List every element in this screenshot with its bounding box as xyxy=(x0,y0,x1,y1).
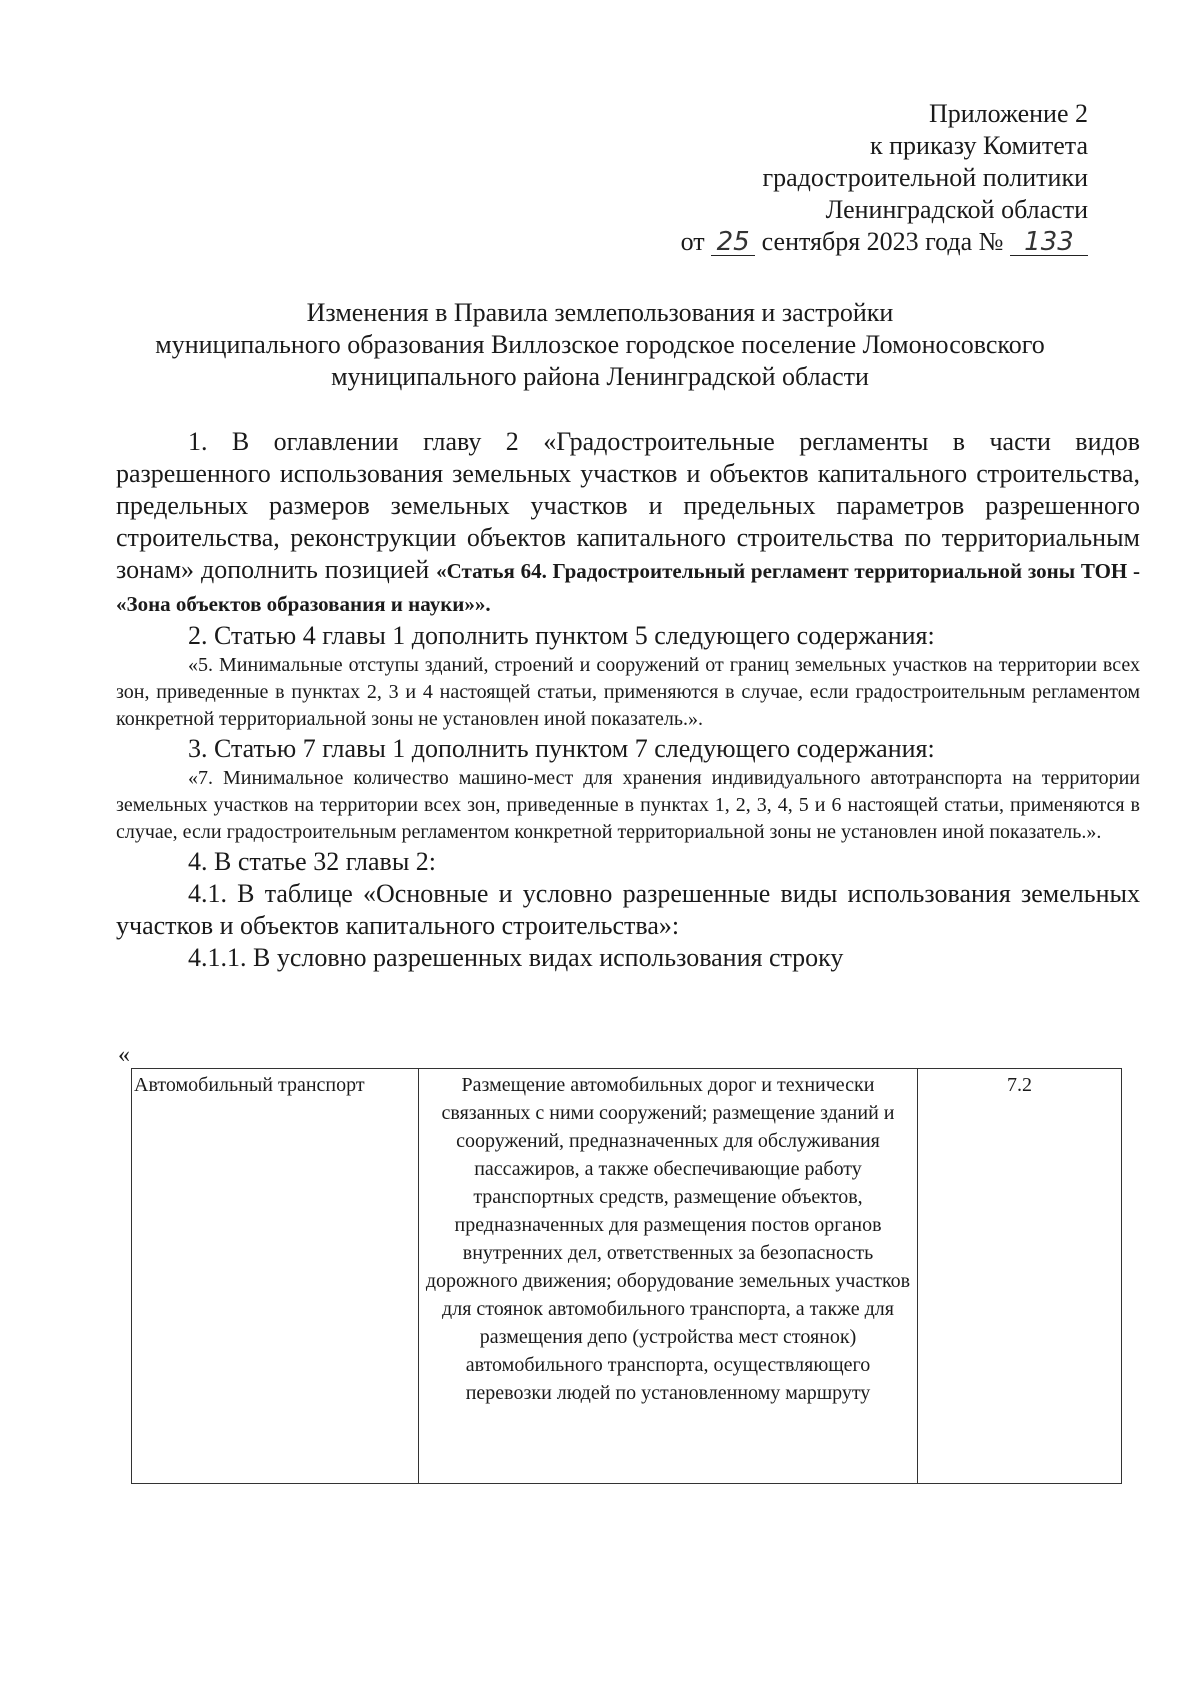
table-row xyxy=(132,1069,1122,1484)
appendix-line: Приложение 2 xyxy=(928,99,1088,128)
item-1-text: 1. В оглавлении главу 2 «Градостроительные регламенты в части видов разрешенного использования земельных участков и объектов капитального строительства, предельных размеров земельных участков и предельных параметров разрешенного строительства, реконструкции объектов капитального строительства по территориальным зонам» дополнить позицией xyxy=(116,427,1140,584)
land-use-table xyxy=(131,1068,1122,1484)
item-2-quote: «5. Минимальные отступы зданий, строений и сооружений от границ земельных участков на территории всех зон, приведенные в пунктах 2, 3 и 4 настоящей статьи, применяются в случае, если градостроительным регламентом конкретной территориальной зоны не установлен иной показатель.». xyxy=(116,654,1140,730)
item-1 xyxy=(116,426,1140,620)
date-prefix: от xyxy=(680,227,705,256)
document-title xyxy=(60,297,1140,393)
date-rest: сентября 2023 года № xyxy=(761,227,1004,256)
document-body xyxy=(116,426,1140,974)
use-type-cell: Автомобильный транспорт xyxy=(132,1069,419,1484)
order-date-line xyxy=(681,226,1088,258)
item-4-1-1: 4.1.1. В условно разрешенных видах использования строку xyxy=(188,943,844,972)
item-3: 3. Статью 7 главы 1 дополнить пунктом 7 следующего содержания: xyxy=(188,734,935,763)
appendix-line: градостроительной политики xyxy=(762,163,1088,192)
title-line: Изменения в Правила землепользования и застройки xyxy=(306,298,894,327)
title-line: муниципального района Ленинградской области xyxy=(331,362,869,391)
appendix-header xyxy=(681,98,1088,258)
handwritten-day: 25 xyxy=(711,229,755,256)
opening-quote: « xyxy=(118,1042,130,1068)
use-code-cell: 7.2 xyxy=(918,1069,1122,1484)
item-3-quote: «7. Минимальное количество машино-мест для хранения индивидуального автотранспорта на территории земельных участков на территории всех зон, приведенные в пунктах 1, 2, 3, 4, 5 и 6 настоящей статьи, применяются в случае, если градостроительным регламентом конкретной территориальной зоны не установлен иной показатель.». xyxy=(116,767,1140,843)
item-2: 2. Статью 4 главы 1 дополнить пунктом 5 следующего содержания: xyxy=(188,621,935,650)
appendix-line: Ленинградской области xyxy=(825,195,1088,224)
item-4-1: 4.1. В таблице «Основные и условно разрешенные виды использования земельных участков и объектов капитального строительства»: xyxy=(116,879,1140,940)
appendix-line: к приказу Комитета xyxy=(869,131,1088,160)
use-description-cell: Размещение автомобильных дорог и технически связанных с ними сооружений; размещение зданий и сооружений, предназначенных для обслуживания пассажиров, а также обеспечивающие работу транспортных средств, размещение объектов, предназначенных для размещения постов органов внутренних дел, ответственных за безопасность дорожного движения; оборудование земельных участков для стоянок автомобильного транспорта, а также для размещения депо (устройства мест стоянок) автомобильного транспорта, осуществляющего перевозки людей по установленному маршруту xyxy=(419,1069,918,1484)
item-4: 4. В статье 32 главы 2: xyxy=(188,847,437,876)
handwritten-order-number: 133 xyxy=(1010,229,1088,256)
item-1-bold: «Статья 64. Градостроительный регламент территориальной зоны ТОН - «Зона объектов образования и науки»». xyxy=(116,559,1140,616)
title-line: муниципального образования Виллозское городское поселение Ломоносовского xyxy=(155,330,1045,359)
